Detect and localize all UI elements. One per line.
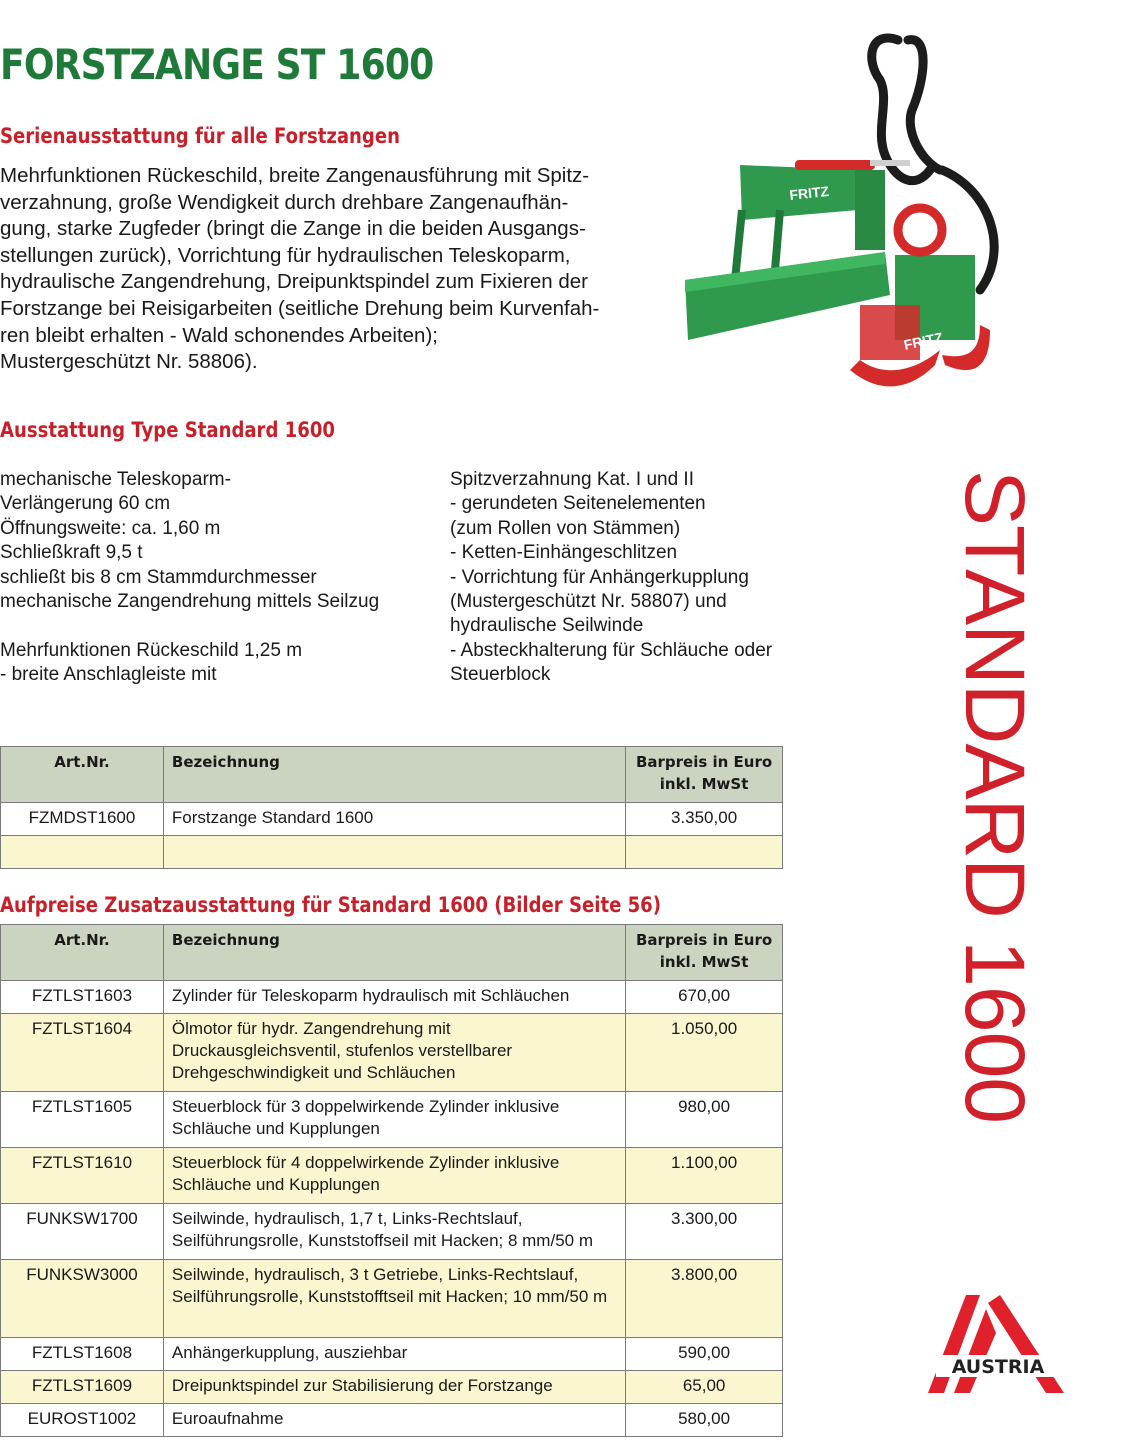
serien-lines-line: stellungen zurück), Vorrichtung für hydraulischen Teleskoparm,: [0, 243, 571, 267]
article-number-cell: FUNKSW1700: [1, 1204, 164, 1260]
serien-lines-line: Mehrfunktionen Rückeschild, breite Zangenausführung mit Spitz-: [0, 164, 590, 187]
serien-lines-line: gung, starke Zugfeder (bringt die Zange in die beiden Ausgangs-: [0, 217, 586, 241]
features-right-column: [450, 468, 772, 688]
svg-text:AUSTRIA: AUSTRIA: [951, 1356, 1045, 1378]
description-cell: Ölmotor für hydr. Zangendrehung mit Druckausgleichsventil, stufenlos verstellbarer Drehgeschwindigkeit und Schläuchen: [163, 1014, 625, 1092]
article-number-cell: EUROST1002: [1, 1404, 164, 1437]
product-photo: [680, 20, 1000, 395]
serien-description: [0, 163, 660, 376]
vertical-label: STANDARD 1600: [948, 470, 1042, 1124]
price-cell: 1.100,00: [626, 1148, 783, 1204]
price-cell: 65,00: [626, 1371, 783, 1404]
price-cell: 1.050,00: [626, 1014, 783, 1092]
description-cell: Anhängerkupplung, ausziehbar: [163, 1338, 625, 1371]
ausstattung-right-line: hydraulische Seilwinde: [450, 615, 644, 637]
aufpreise-heading: Aufpreise Zusatzausstattung für Standard 1600 (Bilder Seite 56): [0, 893, 662, 917]
ausstattung-right-line: Steuerblock: [450, 664, 551, 686]
table-row: [1, 1014, 783, 1092]
description-cell: Forstzange Standard 1600: [163, 803, 625, 836]
table-row: [1, 1092, 783, 1148]
article-number-cell: [1, 836, 164, 869]
ausstattung-heading: Ausstattung Type Standard 1600: [0, 418, 335, 442]
header-preis: Barpreis in Euro inkl. MwSt: [626, 747, 783, 803]
article-number-cell: FZTLST1608: [1, 1338, 164, 1371]
price-cell: [626, 836, 783, 869]
serien-lines-line: ren bleibt erhalten - Wald schonendes Arbeiten);: [0, 323, 438, 347]
description-cell: Zylinder für Teleskoparm hydraulisch mit Schläuchen: [163, 981, 625, 1014]
ausstattung-left-line: Verlängerung 60 cm: [0, 493, 171, 515]
austria-logo: [928, 1295, 1064, 1395]
table-row: [1, 1404, 783, 1437]
ausstattung-left-line: mechanische Zangendrehung mittels Seilzug: [0, 591, 380, 613]
ausstattung-right-line: - gerundeten Seitenelementen: [450, 493, 706, 515]
description-cell: Seilwinde, hydraulisch, 1,7 t, Links-Rechtslauf, Seilführungsrolle, Kunststoffseil mit Hacken; 8 mm/50 m: [163, 1204, 625, 1260]
table-row: [1, 1260, 783, 1338]
ausstattung-right-line: Spitzverzahnung Kat. I und II: [450, 469, 694, 490]
serien-lines-line: hydraulische Zangendrehung, Dreipunktspindel zum Fixieren der: [0, 270, 588, 294]
description-cell: Steuerblock für 3 doppelwirkende Zylinder inklusive Schläuche und Kupplungen: [163, 1092, 625, 1148]
ausstattung-left-line: mechanische Teleskoparm-: [0, 469, 231, 490]
description-cell: Euroaufnahme: [163, 1404, 625, 1437]
header-bez: Bezeichnung: [163, 747, 625, 803]
ausstattung-right-line: - Ketten-Einhängeschlitzen: [450, 542, 678, 564]
ausstattung-right-line: - Absteckhalterung für Schläuche oder: [450, 639, 773, 661]
article-number-cell: FZTLST1604: [1, 1014, 164, 1092]
table-row: [1, 1204, 783, 1260]
table-row: [1, 1338, 783, 1371]
header-preis: Barpreis in Euro inkl. MwSt: [626, 925, 783, 981]
serien-lines-line: verzahnung, große Wendigkeit durch drehbare Zangenaufhän-: [0, 190, 569, 214]
article-number-cell: FZMDST1600: [1, 803, 164, 836]
ausstattung-right-line: (zum Rollen von Stämmen): [450, 517, 681, 539]
article-number-cell: FZTLST1603: [1, 981, 164, 1014]
price-cell: 670,00: [626, 981, 783, 1014]
header-bez: Bezeichnung: [163, 925, 625, 981]
article-number-cell: FZTLST1610: [1, 1148, 164, 1204]
header-art: Art.Nr.: [1, 747, 164, 803]
table-row: [1, 1371, 783, 1404]
table-row: [1, 981, 783, 1014]
table-row: [1, 1148, 783, 1204]
header-art: Art.Nr.: [1, 925, 164, 981]
ausstattung-right-line: (Mustergeschützt Nr. 58807) und: [450, 591, 727, 613]
price-cell: 590,00: [626, 1338, 783, 1371]
aufpreise-table: [0, 924, 783, 1437]
article-number-cell: FZTLST1605: [1, 1092, 164, 1148]
table-row: [1, 836, 783, 869]
description-cell: Dreipunktspindel zur Stabilisierung der Forstzange: [163, 1371, 625, 1404]
description-cell: [163, 836, 625, 869]
ausstattung-left-line: Schließkraft 9,5 t: [0, 542, 143, 564]
ausstattung-right-line: - Vorrichtung für Anhängerkupplung: [450, 566, 749, 588]
ausstattung-left-line: Mehrfunktionen Rückeschild 1,25 m: [0, 639, 303, 661]
description-cell: Seilwinde, hydraulisch, 3 t Getriebe, Links-Rechtslauf, Seilführungsrolle, Kunststofftseil mit Hacken; 10 mm/50 m: [163, 1260, 625, 1338]
svg-text:FRITZ: FRITZ: [788, 182, 830, 203]
serien-lines-line: Forstzange bei Reisigarbeiten (seitliche Drehung beim Kurvenfah-: [0, 296, 600, 320]
svg-text:FRITZ: FRITZ: [902, 329, 945, 353]
price-cell: 3.300,00: [626, 1204, 783, 1260]
ausstattung-left-line: Öffnungsweite: ca. 1,60 m: [0, 517, 221, 539]
ausstattung-left-line: - breite Anschlagleiste mit: [0, 664, 217, 686]
price-cell: 980,00: [626, 1092, 783, 1148]
price-cell: 3.800,00: [626, 1260, 783, 1338]
page-title: FORSTZANGE ST 1600: [0, 40, 434, 89]
article-number-cell: FUNKSW3000: [1, 1260, 164, 1338]
price-cell: 580,00: [626, 1404, 783, 1437]
price-table: [0, 746, 783, 869]
ausstattung-left-line: schließt bis 8 cm Stammdurchmesser: [0, 566, 317, 588]
price-cell: 3.350,00: [626, 803, 783, 836]
ausstattung-left-line: [0, 614, 379, 638]
serien-heading: Serienausstattung für alle Forstzangen: [0, 124, 400, 148]
table-row: [1, 803, 783, 836]
description-cell: Steuerblock für 4 doppelwirkende Zylinder inklusive Schläuche und Kupplungen: [163, 1148, 625, 1204]
article-number-cell: FZTLST1609: [1, 1371, 164, 1404]
serien-lines-line: Mustergeschützt Nr. 58806).: [0, 350, 258, 374]
features-left-column: [0, 468, 379, 688]
